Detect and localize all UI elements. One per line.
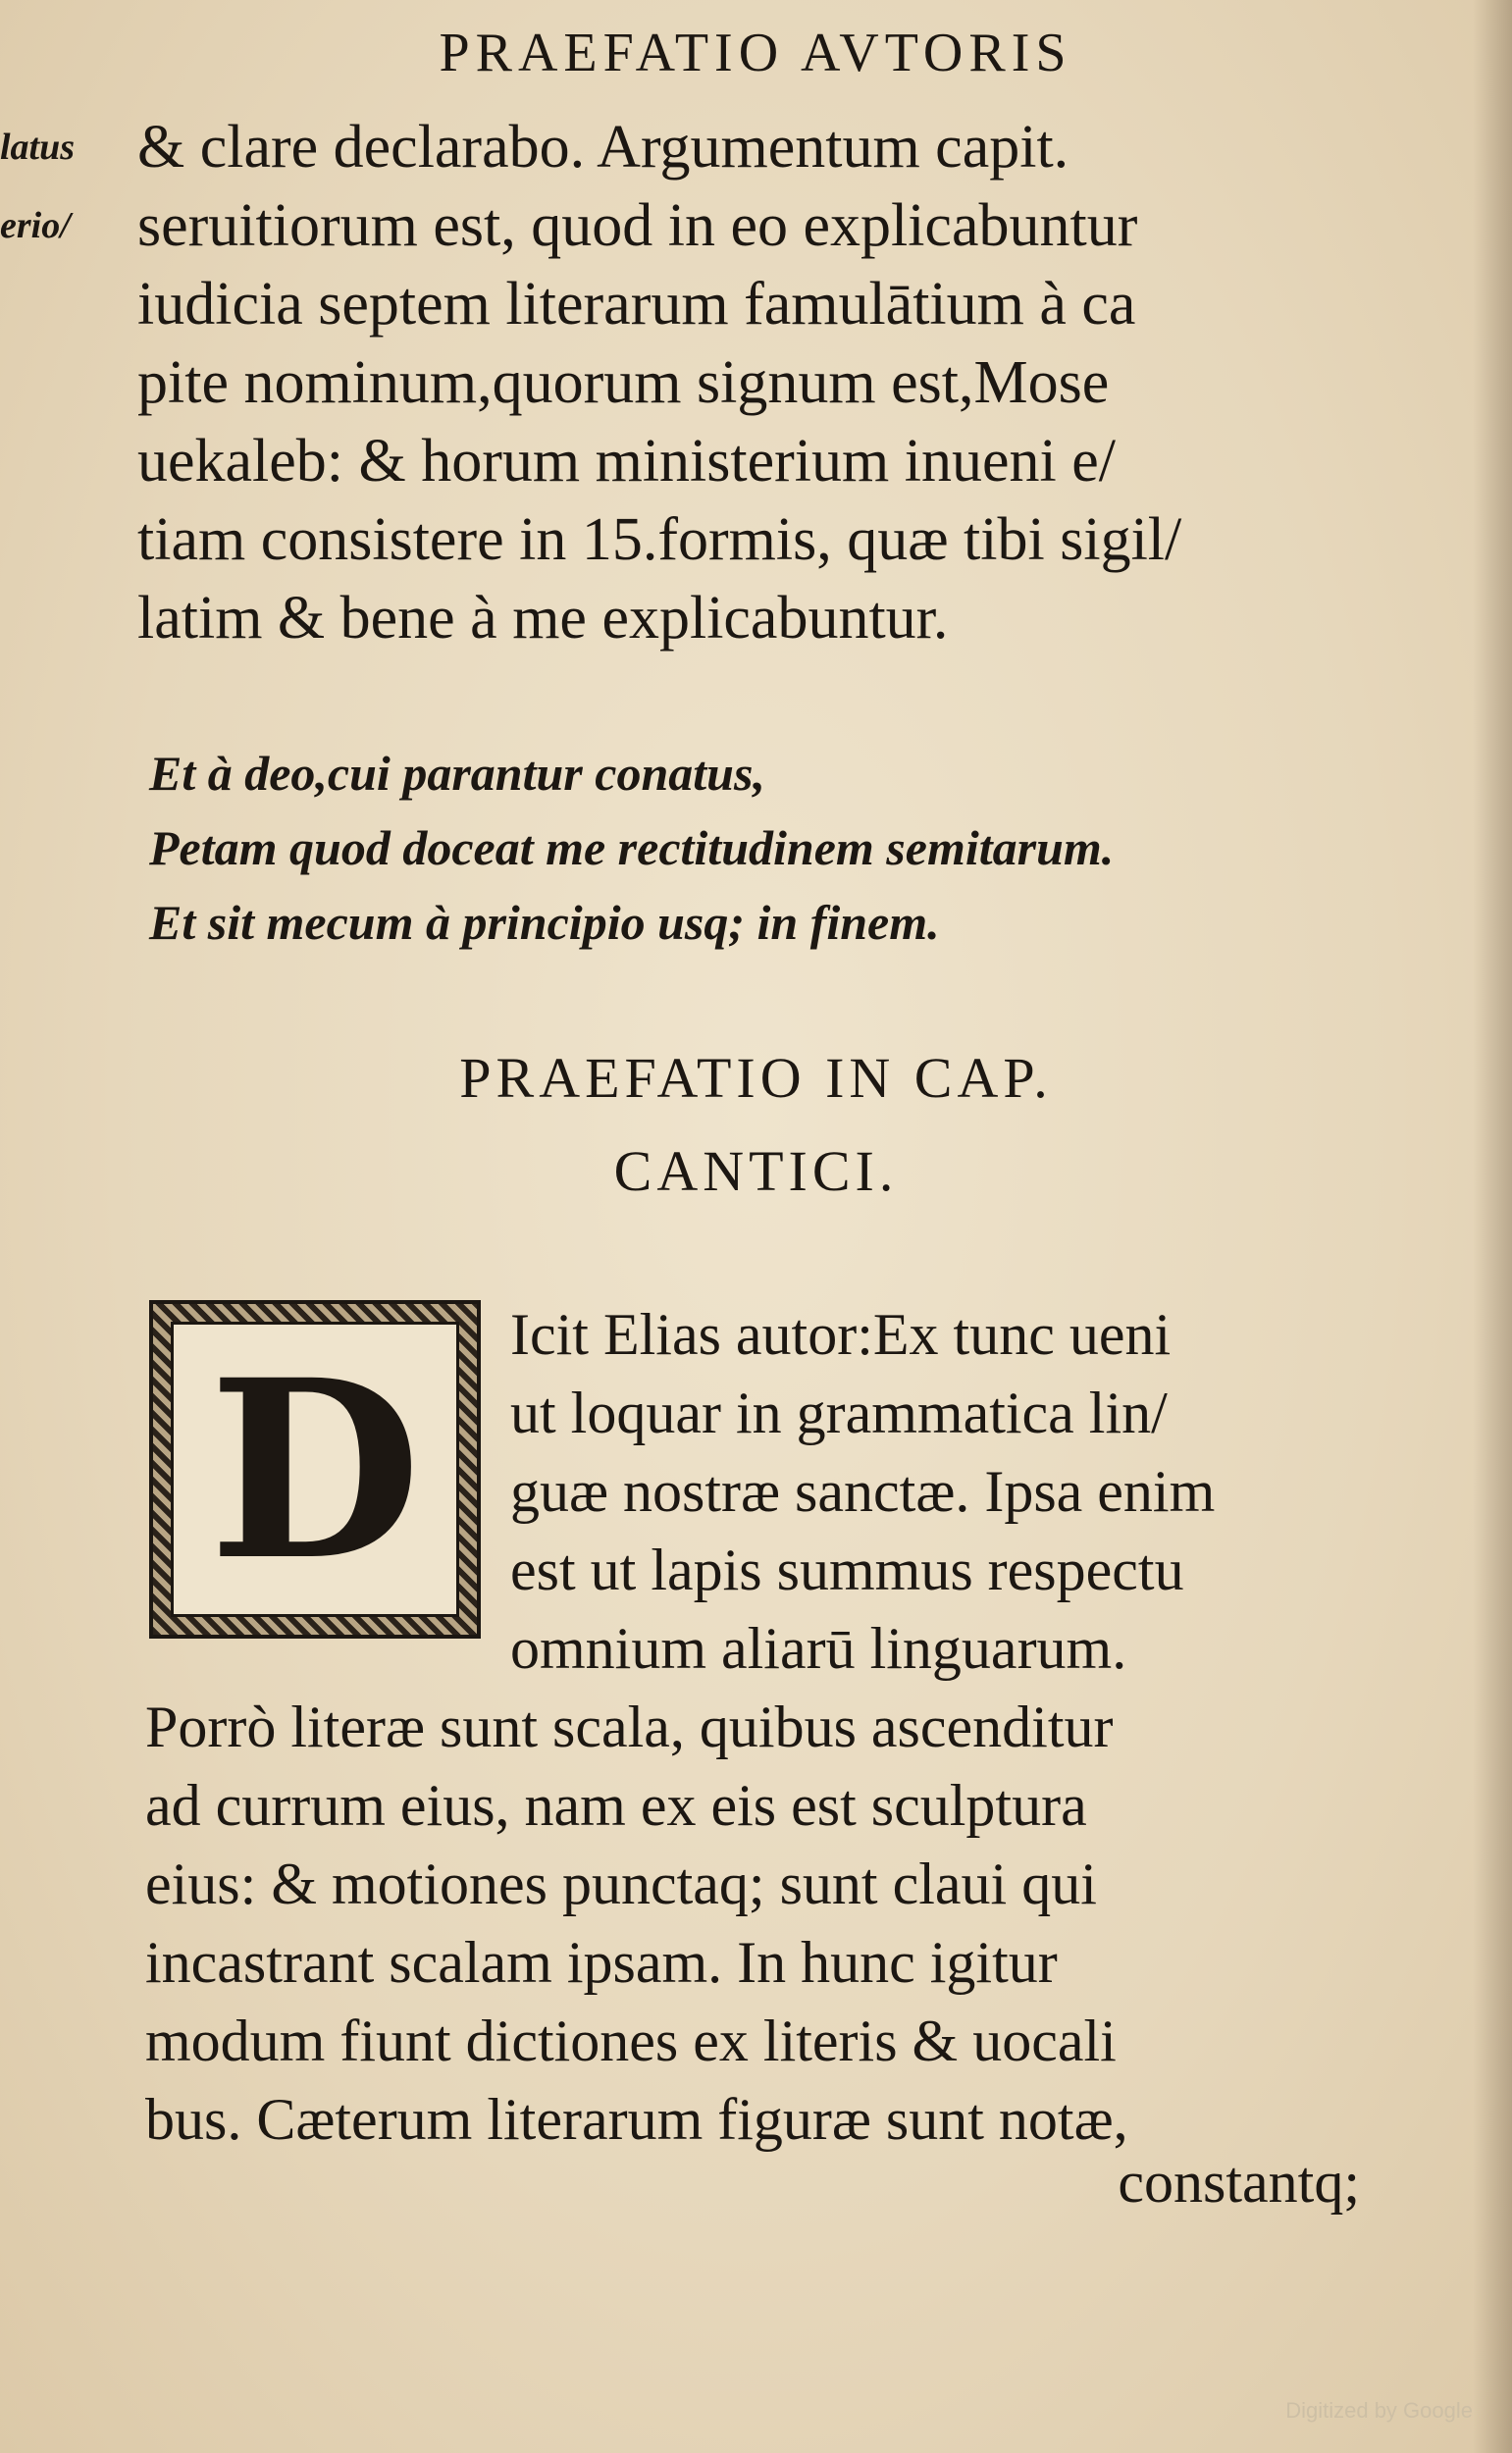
chapter-line-4: est ut lapis summus respectu (510, 1538, 1184, 1602)
intro-line-7: latim & bene à me explicabuntur. (137, 585, 949, 652)
verse-block (149, 736, 1327, 960)
intro-line-3: iudicia septem literarum famulātium à ca (137, 271, 1136, 338)
margin-note-1: latus (0, 127, 76, 168)
chapter-line-2: ut loquar in grammatica lin/ (510, 1381, 1168, 1445)
decorated-initial (149, 1300, 481, 1639)
intro-paragraph (137, 108, 1354, 657)
intro-line-6: tiam consistere in 15.formis, quæ tibi sigil/ (137, 506, 1182, 573)
chapter-opening (510, 1295, 1374, 1688)
intro-line-1: & clare declarabo. Argumentum capit. (137, 114, 1069, 181)
verse-line-2: Petam quod doceat me rectitudinem semitarum. (149, 820, 1115, 875)
verse-line-3: Et sit mecum à principio usq; in finem. (149, 895, 940, 950)
margin-note-2: erio/ (0, 205, 71, 246)
para-line-6: bus. Cæterum literarum figuræ sunt notæ, (145, 2087, 1128, 2152)
initial-letter: D (208, 1325, 422, 1614)
para-line-1: Porrò literæ sunt scala, quibus ascenditur (145, 1695, 1114, 1759)
intro-line-4: pite nominum,quorum signum est,Mose (137, 349, 1110, 416)
para-line-5: modum fiunt dictiones ex literis & uocali (145, 2009, 1117, 2073)
initial-frame (171, 1322, 459, 1617)
intro-line-2: seruitiorum est, quod in eo explicabuntur (137, 192, 1138, 259)
para-line-4: incastrant scalam ipsam. In hunc igitur (145, 1930, 1058, 1995)
para-line-3: eius: & motiones punctaq; sunt claui qui (145, 1852, 1097, 1916)
body-paragraph (145, 1688, 1382, 2159)
chapter-line-1: Icit Elias autor:Ex tunc ueni (510, 1302, 1172, 1367)
chapter-line-3: guæ nostræ sanctæ. Ipsa enim (510, 1459, 1216, 1524)
section-heading-1: PRAEFATIO IN CAP. (459, 1046, 1053, 1110)
chapter-line-5: omnium aliarū linguarum. (510, 1616, 1127, 1681)
digitization-watermark: Digitized by Google (1285, 2398, 1473, 2423)
verse-line-1: Et à deo,cui parantur conatus, (149, 746, 765, 801)
intro-line-5: uekaleb: & horum ministerium inueni e/ (137, 428, 1116, 495)
page-edge-shadow (1473, 0, 1512, 2453)
catchword: constantq; (1118, 2150, 1360, 2215)
running-head: PRAEFATIO AVTORIS (439, 23, 1072, 83)
para-line-2: ad currum eius, nam ex eis est sculptura (145, 1773, 1087, 1838)
section-heading-2: CANTICI. (613, 1139, 899, 1203)
